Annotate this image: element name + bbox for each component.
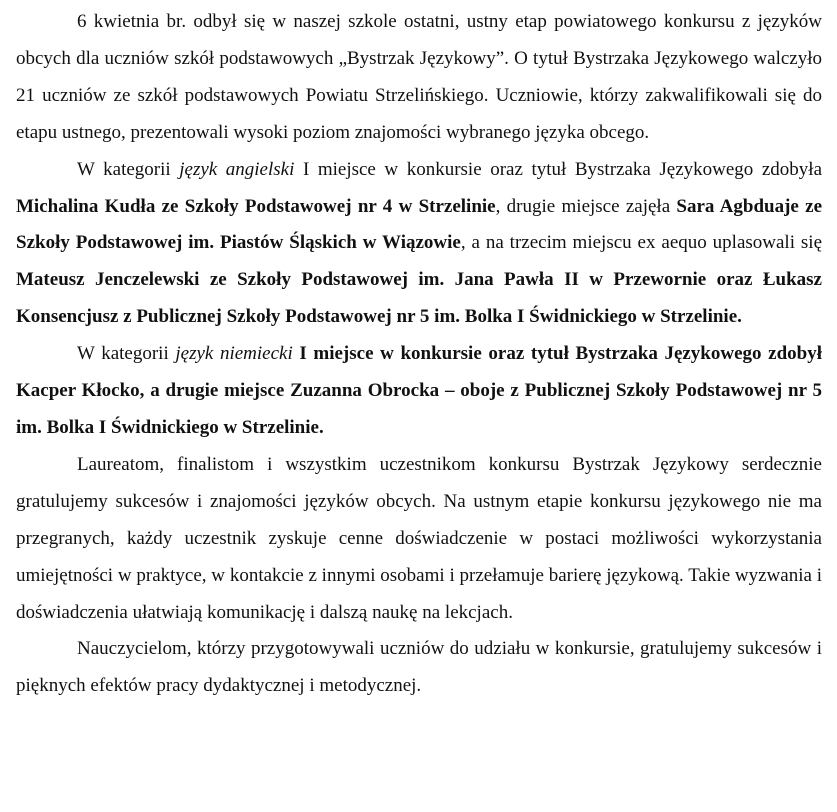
german-winners-text: I miejsce w konkursie oraz tytuł Bystrzaka Językowego zdobył Kacper Kłocko, a drugie miejsce Zuzanna Obrocka – oboje z Publicznej Szkoły Podstawowej nr 5 im. Bolka I Świdnickiego w Strzelinie. (16, 343, 822, 438)
paragraph-congratulations (16, 447, 822, 632)
text-segment: 6 kwietnia br. odbył się w naszej szkole ostatni, ustny etap powiatowego konkursu z języków obcych dla uczniów szkół podstawowych „Bystrzak Językowy”. O tytuł Bystrzaka Językowego walczyło 21 uczniów ze szkół podstawowych Powiatu Strzelińskiego. Uczniowie, którzy zakwalifikowali się do etapu ustnego, prezentowali wysoki poziom znajomości wybranego języka obcego. (16, 11, 822, 143)
text-segment: , a na trzecim miejscu ex aequo uplasowali się (460, 232, 823, 254)
text-segment: Laureatom, finalistom i wszystkim uczestnikom konkursu Bystrzak Językowy serdecznie gratulujemy sukcesów i znajomości języków obcych. Na ustnym etapie konkursu językowego nie ma przegranych, każdy uczestnik zyskuje cenne doświadczenie w postaci możliwości wykorzystania umiejętności w praktyce, w kontakcie z innymi osobami i przełamuje barierę językową. Takie wyzwania i doświadczenia ułatwiają komunikację i dalszą naukę na lekcjach. (16, 453, 822, 623)
document-body (16, 4, 822, 705)
text-segment: W kategorii (77, 158, 180, 180)
second-place-name: Sara Agbduaje ze Szkoły Podstawowej im. Piastów Śląskich w Wiązowie (16, 195, 823, 254)
text-segment: , drugie miejsce zajęła (495, 195, 677, 217)
paragraph-intro (16, 4, 822, 152)
category-name: język angielski (179, 158, 295, 180)
paragraph-german-results (16, 336, 822, 447)
third-place-names: Mateusz Jenczelewski ze Szkoły Podstawowej im. Jana Pawła II w Przewornie oraz Łukasz Konsencjusz z Publicznej Szkoły Podstawowej nr 5 im. Bolka I Świdnickiego w Strzelinie. (16, 269, 822, 328)
paragraph-english-results (16, 152, 822, 337)
category-name: język niemiecki (175, 343, 293, 365)
paragraph-teachers (16, 631, 822, 705)
text-segment: W kategorii (77, 343, 176, 365)
text-segment: Nauczycielom, którzy przygotowywali uczniów do udziału w konkursie, gratulujemy sukcesów i pięknych efektów pracy dydaktycznej i metodycznej. (16, 638, 822, 697)
winner-name: Michalina Kudła ze Szkoły Podstawowej nr 4 w Strzelinie (16, 195, 496, 217)
text-segment: I miejsce w konkursie oraz tytuł Bystrzaka Językowego zdobyła (294, 158, 823, 180)
